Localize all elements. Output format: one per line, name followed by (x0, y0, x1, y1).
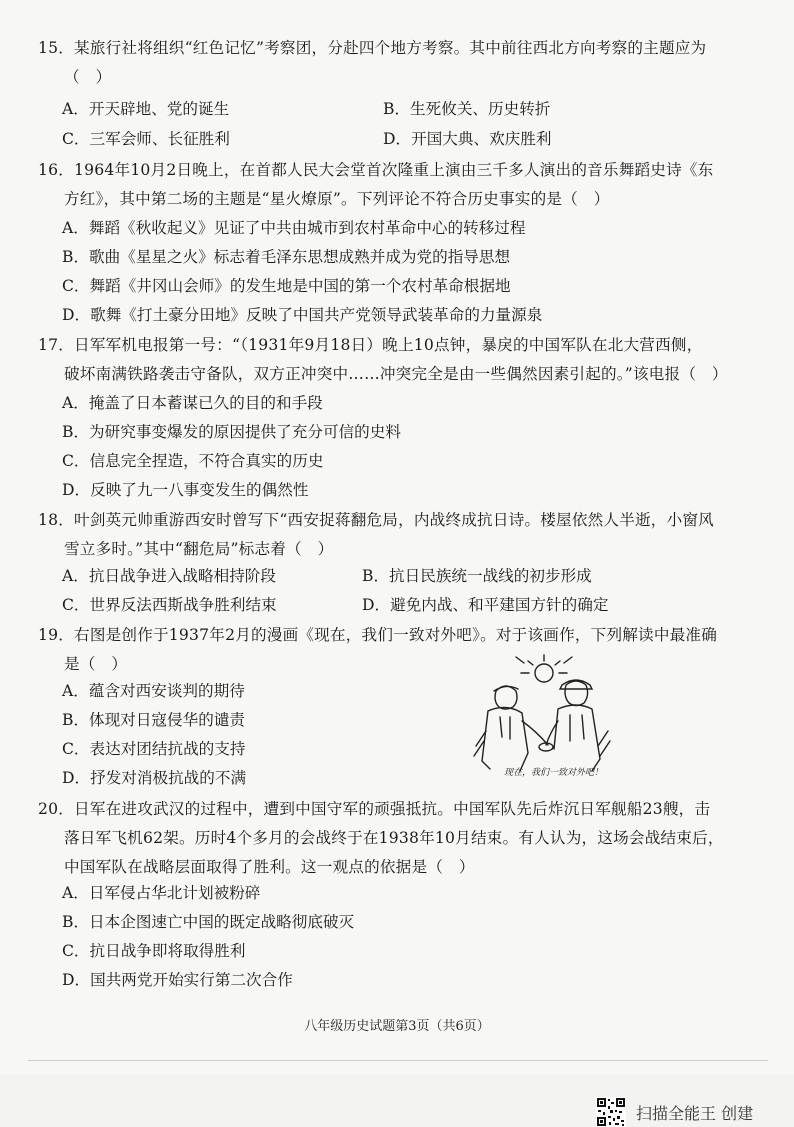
question-stem: 是（ ） (64, 655, 128, 673)
option-c: C．世界反法西斯战争胜利结束 (62, 596, 277, 614)
option-d: D．反映了九一八事变发生的偶然性 (62, 481, 309, 499)
page-footer: 八年级历史试题第3页（共6页） (304, 1019, 490, 1034)
option-a: A．抗日战争进入战略相持阶段 (62, 567, 276, 585)
scanner-watermark (596, 1100, 753, 1124)
question-18 (38, 506, 754, 564)
option-c: C．三军会师、长征胜利 (62, 130, 230, 148)
question-17 (38, 331, 754, 389)
option-a: A．舞蹈《秋收起义》见证了中共由城市到农村革命中心的转移过程 (62, 219, 526, 237)
question-stem: 17．日军军机电报第一号：“（1931年9月18日）晚上10点钟，暴戾的中国军队在北大营西侧， (38, 336, 703, 354)
question-stem: 方红》，其中第二场的主题是“星火燎原”。下列评论不符合历史事实的是（ ） (64, 190, 610, 208)
question-stem: 18．叶剑英元帅重游西安时曾写下“西安捉蒋翻危局，内战终成抗日诗。楼屋依然人半逝，小窗风 (38, 511, 714, 529)
question-stem: （ ） (64, 68, 112, 86)
question-stem: 雪立多时。”其中“翻危局”标志着（ ） (64, 540, 334, 558)
option-a: A．日军侵占华北计划被粉碎 (62, 884, 261, 902)
question-stem: 落日军飞机62架。历时4个多月的会战终于在1938年10月结束。有人认为，这场会战结束后， (64, 829, 724, 847)
option-a: A．掩盖了日本蓄谋已久的目的和手段 (62, 394, 323, 412)
option-b: B．为研究事变爆发的原因提供了充分可信的史料 (62, 423, 401, 441)
cartoon-caption: 现在，我们一致对外吧！ (504, 768, 604, 778)
option-d: D．开国大典、欢庆胜利 (383, 130, 552, 148)
question-16 (38, 156, 754, 214)
question-stem: 破坏南满铁路袭击守备队，双方正冲突中……冲突完全是由一些偶然因素引起的。”该电报（ ） (64, 365, 728, 383)
option-b: B．日本企图速亡中国的既定战略彻底破灭 (62, 913, 355, 931)
option-a: A．蕴含对西安谈判的期待 (62, 682, 245, 700)
question-19 (38, 621, 754, 679)
question-stem: 20．日军在进攻武汉的过程中，遭到中国守军的顽强抵抗。中国军队先后炸沉日军舰船23艘，击 (38, 800, 711, 818)
option-d: D．抒发对消极抗战的不满 (62, 769, 247, 787)
option-c: C．信息完全捏造，不符合真实的历史 (62, 452, 324, 470)
option-d: D．避免内战、和平建国方针的确定 (362, 596, 609, 614)
question-stem: 16．1964年10月2日晚上，在首都人民大会堂首次隆重上演由三千多人演出的音乐舞蹈史诗《东 (38, 161, 714, 179)
option-b: B．歌曲《星星之火》标志着毛泽东思想成熟并成为党的指导思想 (62, 248, 511, 266)
question-20 (38, 795, 754, 882)
cartoon-illustration (466, 651, 616, 779)
option-c: C．表达对团结抗战的支持 (62, 740, 246, 758)
option-b: B．体现对日寇侵华的谴责 (62, 711, 245, 729)
question-stem: 15．某旅行社将组织“红色记忆”考察团，分赴四个地方考察。其中前往西北方向考察的主题应为 (38, 39, 707, 57)
question-stem: 19．右图是创作于1937年2月的漫画《现在，我们一致对外吧》。对于该画作，下列解读中最准确 (38, 626, 718, 644)
option-c: C．舞蹈《井冈山会师》的发生地是中国的第一个农村革命根据地 (62, 277, 511, 295)
handshake-cartoon-icon (466, 651, 616, 779)
option-b: B．抗日民族统一战线的初步形成 (362, 567, 592, 585)
option-c: C．抗日战争即将取得胜利 (62, 942, 246, 960)
qr-code-icon (596, 1097, 626, 1127)
option-d: D．国共两党开始实行第二次合作 (62, 971, 293, 989)
page-divider (28, 1060, 768, 1061)
question-stem: 中国军队在战略层面取得了胜利。这一观点的依据是（ ） (64, 858, 475, 876)
question-15 (38, 34, 754, 92)
option-a: A．开天辟地、党的诞生 (62, 100, 230, 118)
option-d: D．歌舞《打土豪分田地》反映了中国共产党领导武装革命的力量源泉 (62, 306, 543, 324)
option-b: B．生死攸关、历史转折 (383, 100, 551, 118)
scanner-label: 扫描全能王 创建 (636, 1103, 754, 1123)
